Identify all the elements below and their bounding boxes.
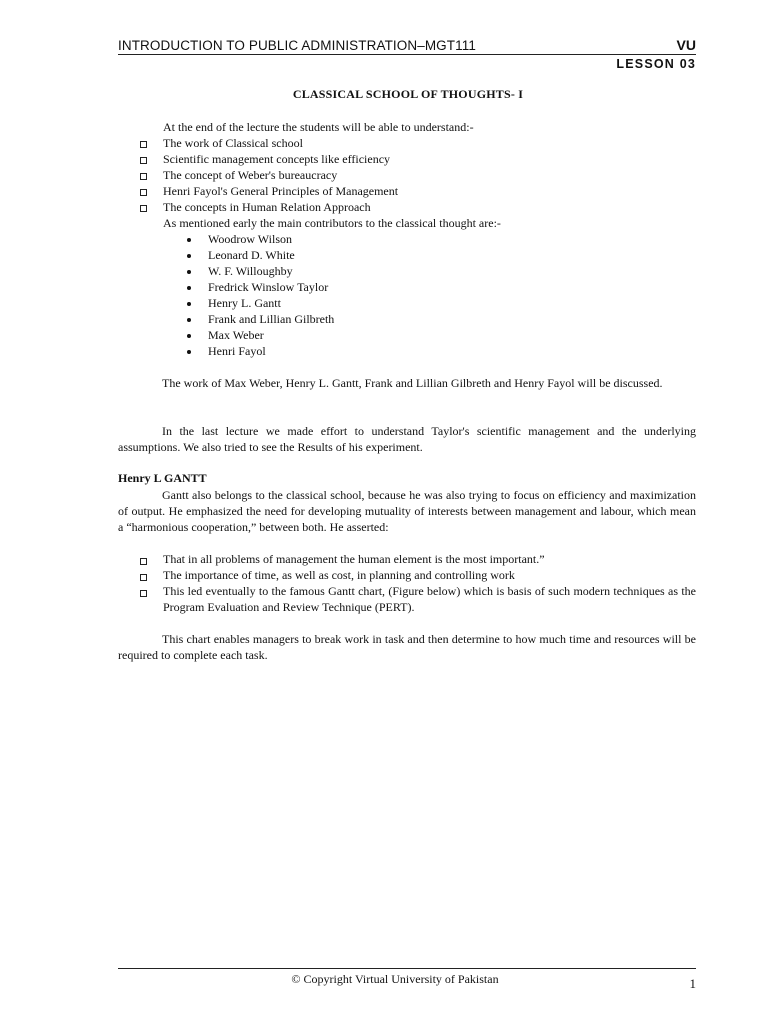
paragraph-gantt-intro (118, 487, 696, 535)
objective-item: The concepts in Human Relation Approach (163, 200, 371, 214)
square-bullet-icon (140, 173, 147, 180)
round-bullet-icon (187, 286, 191, 290)
square-bullet-icon (140, 189, 147, 196)
square-bullet-icon (140, 157, 147, 164)
contributor-item: Frank and Lillian Gilbreth (208, 312, 335, 326)
square-bullet-icon (140, 590, 147, 597)
contributor-item: W. F. Willoughby (208, 264, 293, 278)
header-divider (118, 54, 696, 55)
course-header: INTRODUCTION TO PUBLIC ADMINISTRATION–MGT111 (118, 38, 476, 53)
gantt-point: The importance of time, as well as cost, in planning and controlling work (163, 568, 515, 582)
square-bullet-icon (140, 205, 147, 212)
objective-item: Henri Fayol's General Principles of Management (163, 184, 399, 198)
section-heading: Henry L GANTT (118, 471, 207, 485)
institution-label: VU (676, 37, 696, 53)
round-bullet-icon (187, 334, 191, 338)
objectives-intro: At the end of the lecture the students will be able to understand:- (163, 120, 474, 134)
contributor-item: Fredrick Winslow Taylor (208, 280, 329, 294)
footer-divider (118, 968, 696, 969)
round-bullet-icon (187, 302, 191, 306)
square-bullet-icon (140, 558, 147, 565)
contributors-intro: As mentioned early the main contributors to the classical thought are:- (163, 216, 501, 230)
lesson-label: LESSON 03 (616, 57, 696, 71)
contributor-item: Max Weber (208, 328, 264, 342)
contributor-item: Leonard D. White (208, 248, 295, 262)
objective-item: The concept of Weber's bureaucracy (163, 168, 338, 182)
contributor-item: Woodrow Wilson (208, 232, 292, 246)
paragraph-discussed (118, 375, 696, 391)
round-bullet-icon (187, 350, 191, 354)
round-bullet-icon (187, 238, 191, 242)
round-bullet-icon (187, 318, 191, 322)
square-bullet-icon (140, 141, 147, 148)
gantt-point: This led eventually to the famous Gantt chart, (Figure below) which is basis of such modern techniques as the Program Evaluation and Review Technique (PERT). (163, 584, 696, 614)
paragraph-text: The work of Max Weber, Henry L. Gantt, Frank and Lillian Gilbreth and Henry Fayol will be discussed. (162, 376, 663, 390)
page-number: 1 (689, 976, 696, 991)
page-title: CLASSICAL SCHOOL OF THOUGHTS- I (292, 87, 524, 101)
round-bullet-icon (187, 270, 191, 274)
paragraph-gantt-closing (118, 631, 696, 663)
gantt-point: That in all problems of management the human element is the most important.” (163, 552, 545, 566)
contributor-item: Henri Fayol (208, 344, 266, 358)
paragraph-text: Gantt also belongs to the classical school, because he was also trying to focus on efficiency and maximization of output. He emphasized the need for developing mutuality of interests between management and labour, which mean a “harmonious cooperation,” between both. He asserted: (118, 488, 696, 534)
paragraph-text: In the last lecture we made effort to understand Taylor's scientific management and the underlying assumptions. We also tried to see the Results of his experiment. (118, 424, 696, 454)
round-bullet-icon (187, 254, 191, 258)
contributor-item: Henry L. Gantt (208, 296, 281, 310)
objective-item: Scientific management concepts like efficiency (163, 152, 391, 166)
paragraph-last-lecture (118, 423, 696, 455)
objective-item: The work of Classical school (163, 136, 303, 150)
paragraph-text: This chart enables managers to break work in task and then determine to how much time and resources will be required to complete each task. (118, 632, 696, 662)
copyright-notice: © Copyright Virtual University of Pakistan (291, 972, 499, 986)
square-bullet-icon (140, 574, 147, 581)
